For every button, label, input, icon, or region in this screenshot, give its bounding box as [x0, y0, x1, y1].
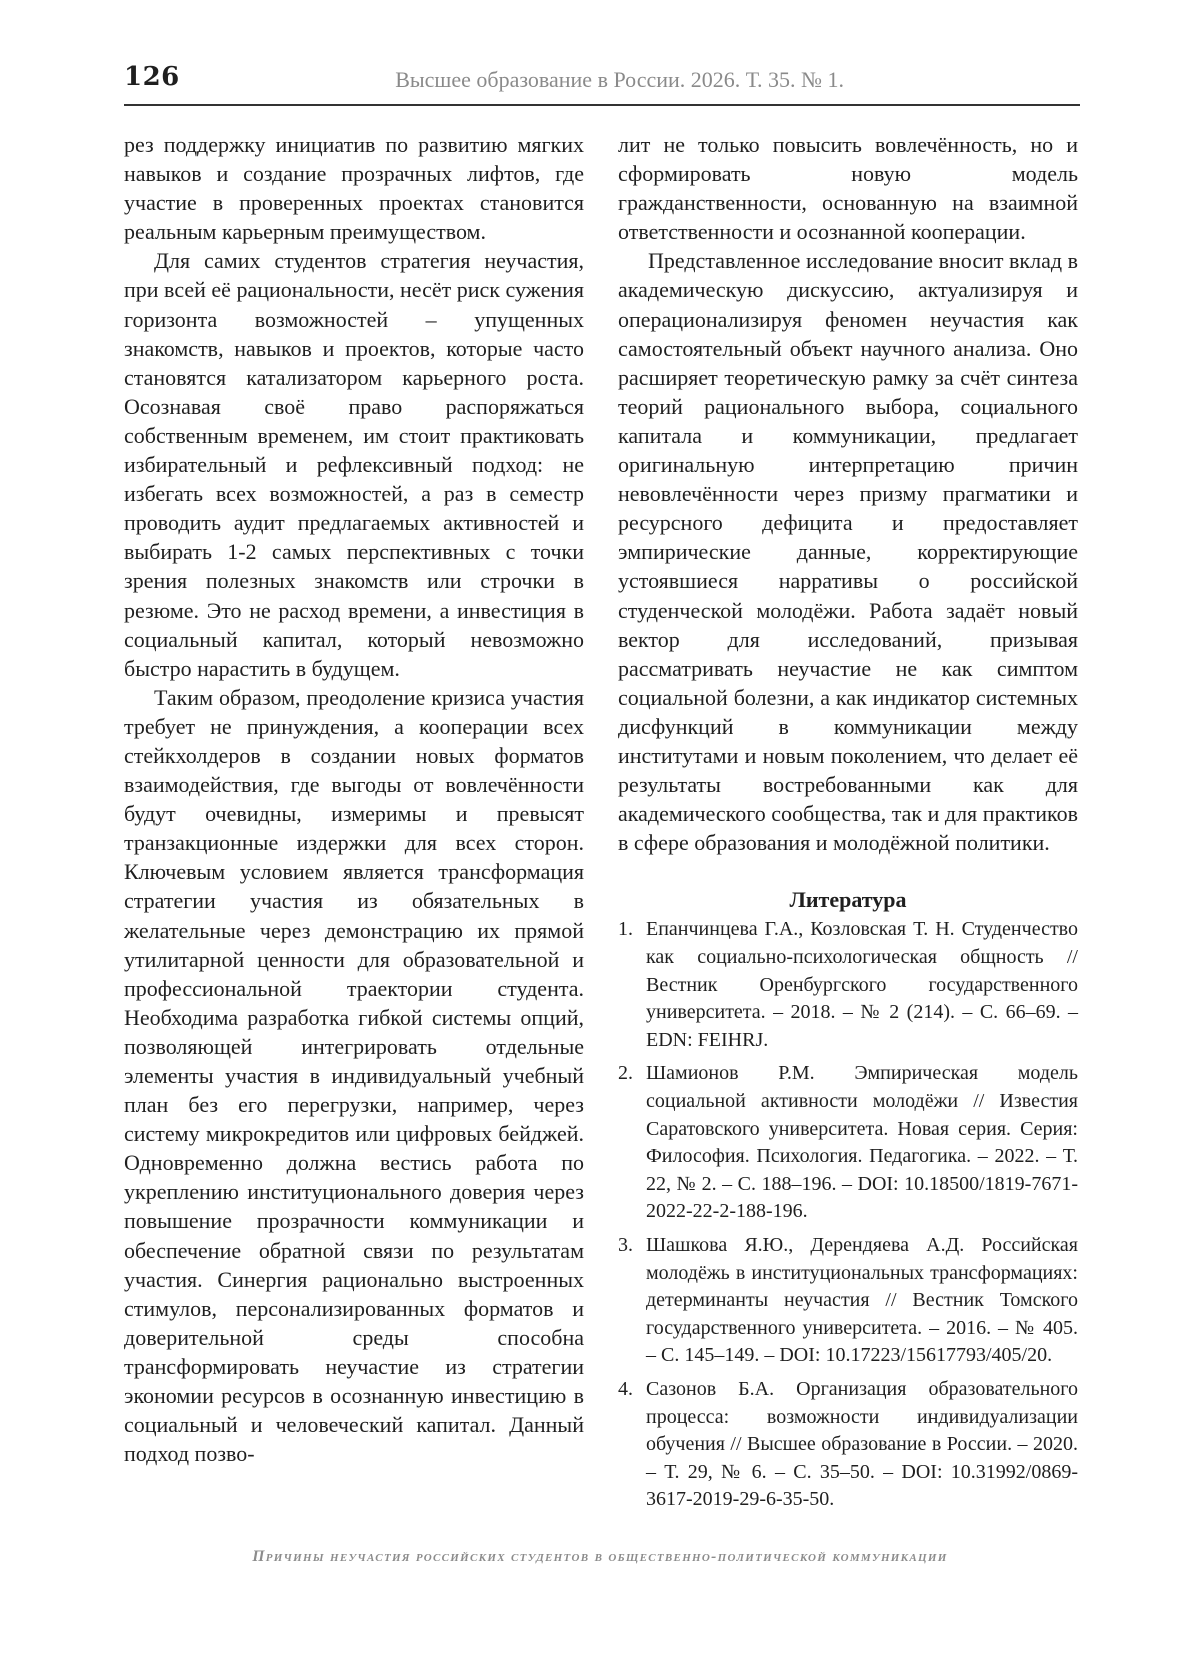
reference-item [618, 1060, 1078, 1226]
references-list [618, 916, 1078, 1513]
page-number: 126 [124, 62, 180, 92]
paragraph: Представленное исследование вносит вклад в академическую дискуссию, актуализируя и операционализируя феномен неучастия как самостоятельный объект научного анализа. Оно расширяет теоретическую рамку за счёт синтеза теорий рационального выбора, социального капитала и коммуникации, предлагает оригинальную интерпретацию причин невовлечённости через призму прагматики и ресурсного дефицита и предоставляет эмпирические данные, корректирующие устоявшиеся нарративы о российской студенческой молодёжи. Работа задаёт новый вектор для исследований, призывая рассматривать неучастие не как симптом социальной болезни, а как индикатор системных дисфункций в коммуникации между институтами и новым поколением, что делает её результаты востребованными как для академического сообщества, так и для практиков в сфере образования и молодёжной политики. [618, 248, 1078, 856]
reference-text: Сазонов Б.А. Организация образовательного процесса: возможности индивидуализации обучения // Высшее образование в России. – 2020. – Т. 29, № 6. – С. 35–50. – DOI: 10.31992/0869-3617-2019-29-6-35-50. [646, 1377, 1078, 1511]
paragraph: Таким образом, преодоление кризиса участия требует не принуждения, а кооперации всех стейкхолдеров в создании новых форматов взаимодействия, где выгоды от вовлечённости будут очевидны, измеримы и превысят транзакционные издержки для всех сторон. Ключевым условием является трансформация стратегии участия из обязательных в желательные через демонстрацию их прямой утилитарной ценности для образовательной и профессиональной траектории студента. Необходима разработка гибкой системы опций, позволяющей интегрировать отдельные элементы участия в индивидуальный учебный план без его перегрузки, например, через систему микрокредитов или цифровых бейджей. Одновременно должна вестись работа по укреплению институционального доверия через повышение прозрачности коммуникации и обеспечение обратной связи по результатам участия. Синергия рационально выстроенных стимулов, персонализированных форматов и доверительной среды способна трансформировать неучастие из стратегии экономии ресурсов в осознанную инвестицию в социальный и человеческий капитал. Данный подход позво- [124, 684, 584, 1467]
paragraph: рез поддержку инициатив по развитию мягких навыков и создание прозрачных лифтов, где участие в проверенных проектах становится реальным карьерным преимуществом. [124, 132, 584, 245]
reference-item [618, 1232, 1078, 1370]
reference-item [618, 916, 1078, 1054]
reference-text: Шашкова Я.Ю., Дерендяева А.Д. Российская молодёжь в институциональных трансформациях: детерминанты неучастия // Вестник Томского государственного университета. – 2016. – № 405. – С. 145–149. – DOI: 10.17223/15617793/405/20. [646, 1233, 1078, 1367]
right-column [618, 130, 1078, 1520]
paragraph: лит не только повысить вовлечённость, но и сформировать новую модель гражданственности, основанную на взаимной ответственности и осознанной кооперации. [618, 132, 1078, 245]
header-rule [124, 104, 1080, 106]
journal-title: Высшее образование в России. 2026. Т. 35. № 1. [395, 67, 844, 92]
running-footer: Причины неучастия российских студентов в общественно-политической коммуникации [252, 1548, 948, 1565]
page-header [124, 62, 1080, 100]
reference-item [618, 1376, 1078, 1514]
references-title: Литература [789, 887, 907, 913]
reference-number: 2. [618, 1062, 633, 1085]
reference-number: 1. [618, 918, 633, 941]
reference-text: Шамионов Р.М. Эмпирическая модель социальной активности молодёжи // Известия Саратовского университета. Новая серия. Серия: Философия. Психология. Педагогика. – 2022. – Т. 22, № 2. – С. 188–196. – DOI: 10.18500/1819-7671-2022-22-2-188-196. [646, 1062, 1078, 1223]
reference-text: Епанчинцева Г.А., Козловская Т. Н. Студенчество как социально-психологическая общность // Вестник Оренбургского государственного университета. – 2018. – № 2 (214). – С. 66–69. – EDN: FEIHRJ. [646, 918, 1078, 1051]
reference-number: 4. [618, 1377, 633, 1400]
paragraph: Для самих студентов стратегия неучастия, при всей её рациональности, несёт риск сужения горизонта возможностей – упущенных знакомств, навыков и проектов, которые часто становятся катализатором карьерного роста. Осознавая своё право распоряжаться собственным временем, им стоит практиковать избирательный и рефлексивный подход: не избегать всех возможностей, а раз в семестр проводить аудит предлагаемых активностей и выбирать 1-2 самых перспективных с точки зрения полезных знакомств или строчки в резюме. Это не расход времени, а инвестиция в социальный капитал, который невозможно быстро нарастить в будущем. [124, 248, 584, 681]
left-column [124, 130, 584, 1468]
reference-number: 3. [618, 1233, 633, 1256]
